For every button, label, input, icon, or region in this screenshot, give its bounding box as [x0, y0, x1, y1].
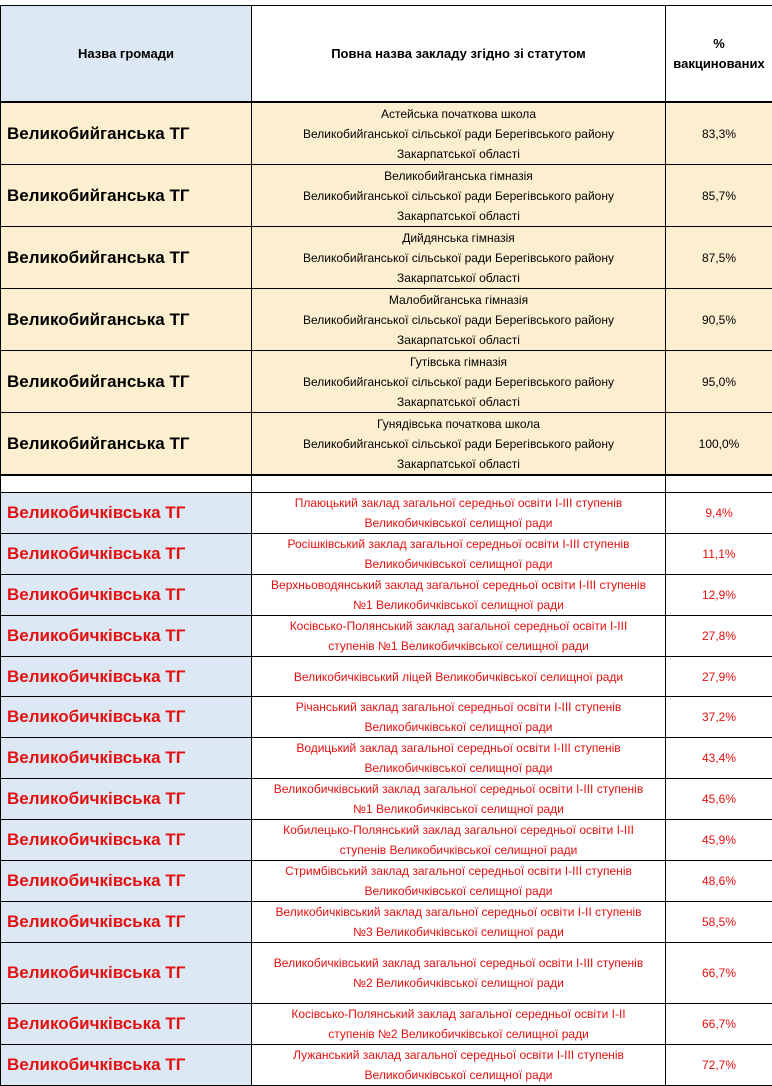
school-cell: [252, 351, 666, 413]
header-percent-label: вакцинованих: [666, 54, 772, 74]
school-cell: [252, 102, 666, 165]
school-name-line: Закарпатської області: [252, 454, 665, 474]
school-name-line: №3 Великобичківської селищної ради: [252, 922, 665, 942]
school-name-line: Гунядівська початкова школа: [252, 414, 665, 434]
community-cell: Великобичківська ТГ: [1, 943, 252, 1004]
school-name-line: Гутівська гімназія: [252, 352, 665, 372]
community-cell: Великобичківська ТГ: [1, 1045, 252, 1086]
school-cell: [252, 534, 666, 575]
school-cell: [252, 779, 666, 820]
school-name-line: Великобичківський заклад загальної середньої освіти І-ІІІ ступенів: [252, 779, 665, 799]
school-name-line: Великобичківський заклад загальної середньої освіти І-ІІІ ступенів: [252, 953, 665, 973]
header-percent: [666, 6, 772, 103]
school-name-line: Лужанський заклад загальної середньої освіти І-ІІІ ступенів: [252, 1045, 665, 1065]
percent-cell: 37,2%: [666, 697, 772, 738]
school-name-line: ступенів №2 Великобичківської селищної ради: [252, 1024, 665, 1044]
table-row: [1, 779, 772, 820]
table-row: [1, 697, 772, 738]
school-name-line: Закарпатської області: [252, 392, 665, 412]
percent-cell: 95,0%: [666, 351, 772, 413]
school-name-line: Кобилецько-Полянський заклад загальної середньої освіти І-ІІІ: [252, 820, 665, 840]
table-body: [1, 102, 772, 1086]
school-name-line: Закарпатської області: [252, 206, 665, 226]
percent-cell: 100,0%: [666, 413, 772, 476]
table-row: [1, 1045, 772, 1086]
school-name-line: Малобийганська гімназія: [252, 290, 665, 310]
table-row: [1, 165, 772, 227]
empty-cell: [252, 475, 666, 493]
school-cell: [252, 902, 666, 943]
community-cell: Великобичківська ТГ: [1, 738, 252, 779]
table-row: [1, 861, 772, 902]
community-cell: Великобийганська ТГ: [1, 289, 252, 351]
school-name-line: Астейська початкова школа: [252, 104, 665, 124]
table-row: [1, 902, 772, 943]
school-name-line: №2 Великобичківської селищної ради: [252, 973, 665, 993]
school-cell: [252, 493, 666, 534]
school-name-line: Великобичківський ліцей Великобичківської селищної ради: [252, 667, 665, 687]
header-school: Повна назва закладу згідно зі статутом: [252, 6, 666, 103]
school-name-line: Закарпатської області: [252, 330, 665, 350]
community-cell: Великобийганська ТГ: [1, 102, 252, 165]
school-cell: [252, 943, 666, 1004]
percent-cell: 58,5%: [666, 902, 772, 943]
school-name-line: Річанський заклад загальної середньої освіти І-ІІІ ступенів: [252, 697, 665, 717]
school-cell: [252, 861, 666, 902]
community-cell: Великобичківська ТГ: [1, 575, 252, 616]
percent-cell: 66,7%: [666, 1004, 772, 1045]
school-name-line: Великобийганська гімназія: [252, 166, 665, 186]
school-name-line: Великобийганської сільської ради Берегівського району: [252, 186, 665, 206]
school-name-line: Великобийганської сільської ради Берегівського району: [252, 124, 665, 144]
school-name-line: Великобийганської сільської ради Берегівського району: [252, 434, 665, 454]
school-cell: [252, 1045, 666, 1086]
table-row: [1, 413, 772, 476]
percent-cell: 83,3%: [666, 102, 772, 165]
table-row: [1, 738, 772, 779]
percent-cell: 90,5%: [666, 289, 772, 351]
header-community: Назва громади: [1, 6, 252, 103]
school-name-line: №1 Великобичківської селищної ради: [252, 799, 665, 819]
school-name-line: Закарпатської області: [252, 268, 665, 288]
table-row: [1, 820, 772, 861]
table-row: [1, 616, 772, 657]
school-name-line: Великобичківської селищної ради: [252, 1065, 665, 1085]
school-name-line: Великобичківської селищної ради: [252, 881, 665, 901]
community-cell: Великобичківська ТГ: [1, 1004, 252, 1045]
school-name-line: Дийдянська гімназія: [252, 228, 665, 248]
percent-cell: 43,4%: [666, 738, 772, 779]
school-name-line: Великобийганської сільської ради Берегівського району: [252, 310, 665, 330]
school-name-line: Великобичківської селищної ради: [252, 758, 665, 778]
school-cell: [252, 616, 666, 657]
school-cell: [252, 289, 666, 351]
community-cell: Великобичківська ТГ: [1, 779, 252, 820]
school-cell: [252, 657, 666, 697]
table-row: [1, 657, 772, 697]
percent-cell: 85,7%: [666, 165, 772, 227]
percent-cell: 72,7%: [666, 1045, 772, 1086]
community-cell: Великобичківська ТГ: [1, 657, 252, 697]
section-divider-row: [1, 475, 772, 493]
empty-cell: [666, 475, 772, 493]
school-name-line: Верхньоводянський заклад загальної середньої освіти І-ІІІ ступенів: [252, 575, 665, 595]
school-name-line: Косівсько-Полянський заклад загальної середньої освіти І-ІІ: [252, 1004, 665, 1024]
percent-cell: 9,4%: [666, 493, 772, 534]
school-name-line: Росішківський заклад загальної середньої освіти І-ІІІ ступенів: [252, 534, 665, 554]
percent-cell: 27,8%: [666, 616, 772, 657]
school-cell: [252, 575, 666, 616]
table-row: [1, 575, 772, 616]
school-name-line: ступенів №1 Великобичківської селищної ради: [252, 636, 665, 656]
school-name-line: Косівсько-Полянський заклад загальної середньої освіти І-ІІІ: [252, 616, 665, 636]
percent-cell: 66,7%: [666, 943, 772, 1004]
percent-cell: 27,9%: [666, 657, 772, 697]
school-name-line: Великобийганської сільської ради Берегівського району: [252, 248, 665, 268]
school-name-line: Великобичківський заклад загальної середньої освіти І-ІІ ступенів: [252, 902, 665, 922]
table-row: [1, 289, 772, 351]
community-cell: Великобичківська ТГ: [1, 861, 252, 902]
community-cell: Великобийганська ТГ: [1, 227, 252, 289]
percent-cell: 87,5%: [666, 227, 772, 289]
school-name-line: Великобийганської сільської ради Берегівського району: [252, 372, 665, 392]
header-row: [1, 6, 772, 103]
percent-cell: 45,6%: [666, 779, 772, 820]
school-cell: [252, 413, 666, 476]
community-cell: Великобийганська ТГ: [1, 351, 252, 413]
school-name-line: ступенів Великобичківської селищної ради: [252, 840, 665, 860]
empty-cell: [1, 475, 252, 493]
community-cell: Великобичківська ТГ: [1, 697, 252, 738]
percent-cell: 11,1%: [666, 534, 772, 575]
school-name-line: №1 Великобичківської селищної ради: [252, 595, 665, 615]
community-cell: Великобичківська ТГ: [1, 493, 252, 534]
percent-cell: 48,6%: [666, 861, 772, 902]
table-row: [1, 943, 772, 1004]
community-cell: Великобичківська ТГ: [1, 534, 252, 575]
school-name-line: Великобичківської селищної ради: [252, 513, 665, 533]
community-cell: Великобичківська ТГ: [1, 616, 252, 657]
school-cell: [252, 227, 666, 289]
table-row: [1, 534, 772, 575]
school-cell: [252, 165, 666, 227]
community-cell: Великобичківська ТГ: [1, 902, 252, 943]
school-cell: [252, 697, 666, 738]
table-row: [1, 493, 772, 534]
header-percent-sign: %: [666, 34, 772, 54]
table-row: [1, 351, 772, 413]
school-cell: [252, 1004, 666, 1045]
percent-cell: 12,9%: [666, 575, 772, 616]
school-cell: [252, 820, 666, 861]
vaccination-table: [0, 5, 772, 1086]
school-name-line: Стримбівський заклад загальної середньої освіти І-ІІІ ступенів: [252, 861, 665, 881]
school-name-line: Великобичківської селищної ради: [252, 554, 665, 574]
school-name-line: Водицький заклад загальної середньої освіти І-ІІІ ступенів: [252, 738, 665, 758]
community-cell: Великобийганська ТГ: [1, 413, 252, 476]
percent-cell: 45,9%: [666, 820, 772, 861]
school-cell: [252, 738, 666, 779]
school-name-line: Закарпатської області: [252, 144, 665, 164]
community-cell: Великобичківська ТГ: [1, 820, 252, 861]
school-name-line: Великобичківської селищної ради: [252, 717, 665, 737]
community-cell: Великобийганська ТГ: [1, 165, 252, 227]
table-row: [1, 227, 772, 289]
school-name-line: Плаюцький заклад загальної середньої освіти І-ІІІ ступенів: [252, 493, 665, 513]
table-row: [1, 102, 772, 165]
table-row: [1, 1004, 772, 1045]
